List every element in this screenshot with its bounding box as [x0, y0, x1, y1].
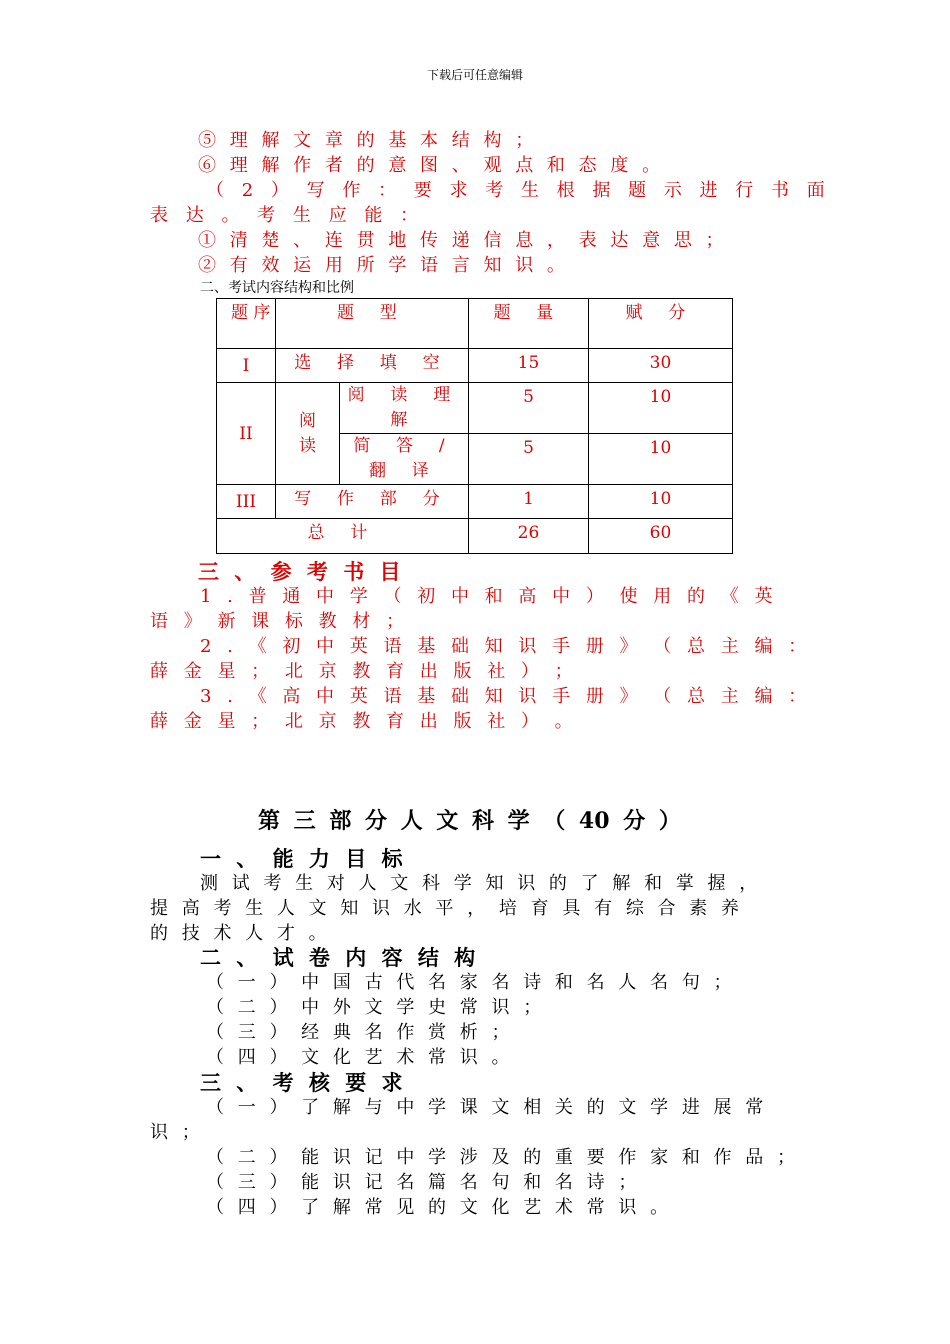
row2b-type: 简 答 / 翻 译	[340, 434, 469, 485]
total-score: 60	[589, 519, 733, 554]
book-2-line2: 薛 金 星 ； 北 京 教 育 出 版 社 ） ；	[150, 661, 573, 682]
row2a-type: 阅 读 理 解	[340, 383, 469, 434]
content-item-4: （ 四 ） 文 化 艺 术 常 识 。	[206, 1047, 510, 1068]
book-1-line2: 语 》 新 课 标 教 材 ；	[150, 611, 405, 632]
content-item-1: （ 一 ） 中 国 古 代 名 家 名 诗 和 名 人 名 句 ；	[206, 972, 732, 993]
ability-heading: 一 、 能 力 目 标	[200, 846, 403, 871]
total-count: 26	[469, 519, 589, 554]
row1-count: 15	[469, 349, 589, 383]
header-type: 题 型	[276, 299, 469, 349]
row2-seq: II	[217, 383, 276, 485]
requirement-3: （ 三 ） 能 识 记 名 篇 名 句 和 名 诗 ；	[206, 1172, 637, 1193]
row2b-count: 5	[469, 434, 589, 485]
writing-requirement-line1: （ 2 ） 写 作 ： 要 求 考 生 根 据 题 示 进 行 书 面	[206, 180, 825, 201]
ability-line-1: 测 试 考 生 对 人 文 科 学 知 识 的 了 解 和 掌 握 ，	[200, 873, 758, 894]
book-1-line1: 1 . 普 通 中 学 （ 初 中 和 高 中 ） 使 用 的 《 英	[200, 586, 773, 607]
row2-group: 阅 读	[276, 383, 340, 485]
row2a-score: 10	[589, 383, 733, 434]
ability-line-3: 的 技 术 人 才 。	[150, 923, 327, 944]
content-heading: 二 、 试 卷 内 容 结 构	[200, 945, 476, 970]
books-heading: 三 、 参 考 书 目	[198, 559, 401, 584]
page-header: 下载后可任意编辑	[426, 68, 523, 82]
writing-requirement-line2: 表 达 。 考 生 应 能 ：	[150, 205, 419, 226]
row3-count: 1	[469, 485, 589, 519]
row1-score: 30	[589, 349, 733, 383]
writing-item-1: ① 清 楚 、 连 贯 地 传 递 信 息 ， 表 达 意 思 ；	[198, 230, 724, 251]
part3-title: 第 三 部 分 人 文 科 学 （ 40 分 ）	[258, 808, 681, 834]
requirement-4: （ 四 ） 了 解 常 见 的 文 化 艺 术 常 识 。	[206, 1197, 669, 1218]
book-3-line2: 薛 金 星 ； 北 京 教 育 出 版 社 ） 。	[150, 711, 573, 732]
row1-seq: I	[217, 349, 276, 383]
row1-type: 选 择 填 空	[276, 349, 469, 383]
content-item-2: （ 二 ） 中 外 文 学 史 常 识 ；	[206, 997, 542, 1018]
content-item-3: （ 三 ） 经 典 名 作 赏 析 ；	[206, 1022, 510, 1043]
requirement-1-line2: 识 ；	[150, 1122, 200, 1143]
row2a-count: 5	[469, 383, 589, 434]
header-score: 赋 分	[589, 299, 733, 349]
table-caption: 二、考试内容结构和比例	[200, 280, 354, 296]
row3-type: 写 作 部 分	[276, 485, 469, 519]
requirement-2: （ 二 ） 能 识 记 中 学 涉 及 的 重 要 作 家 和 作 品 ；	[206, 1147, 795, 1168]
requirement-1-line1: （ 一 ） 了 解 与 中 学 课 文 相 关 的 文 学 进 展 常	[206, 1097, 764, 1118]
ability-line-2: 提 高 考 生 人 文 知 识 水 平 ， 培 育 具 有 综 合 素 养	[150, 898, 739, 919]
book-2-line1: 2 . 《 初 中 英 语 基 础 知 识 手 册 》 （ 总 主 编 ：	[200, 636, 807, 657]
row2b-score: 10	[589, 434, 733, 485]
reading-item-5: ⑤ 理 解 文 章 的 基 本 结 构 ；	[198, 130, 534, 151]
requirements-heading: 三 、 考 核 要 求	[200, 1070, 403, 1095]
header-seq: 题 序	[217, 299, 276, 349]
total-label: 总 计	[217, 519, 469, 554]
book-3-line1: 3 . 《 高 中 英 语 基 础 知 识 手 册 》 （ 总 主 编 ：	[200, 686, 807, 707]
reading-item-6: ⑥ 理 解 作 者 的 意 图 、 观 点 和 态 度 。	[198, 155, 661, 176]
exam-structure-table	[216, 298, 733, 554]
header-count: 题 量	[469, 299, 589, 349]
row3-seq: III	[217, 485, 276, 519]
writing-item-2: ② 有 效 运 用 所 学 语 言 知 识 。	[198, 255, 565, 276]
row3-score: 10	[589, 485, 733, 519]
